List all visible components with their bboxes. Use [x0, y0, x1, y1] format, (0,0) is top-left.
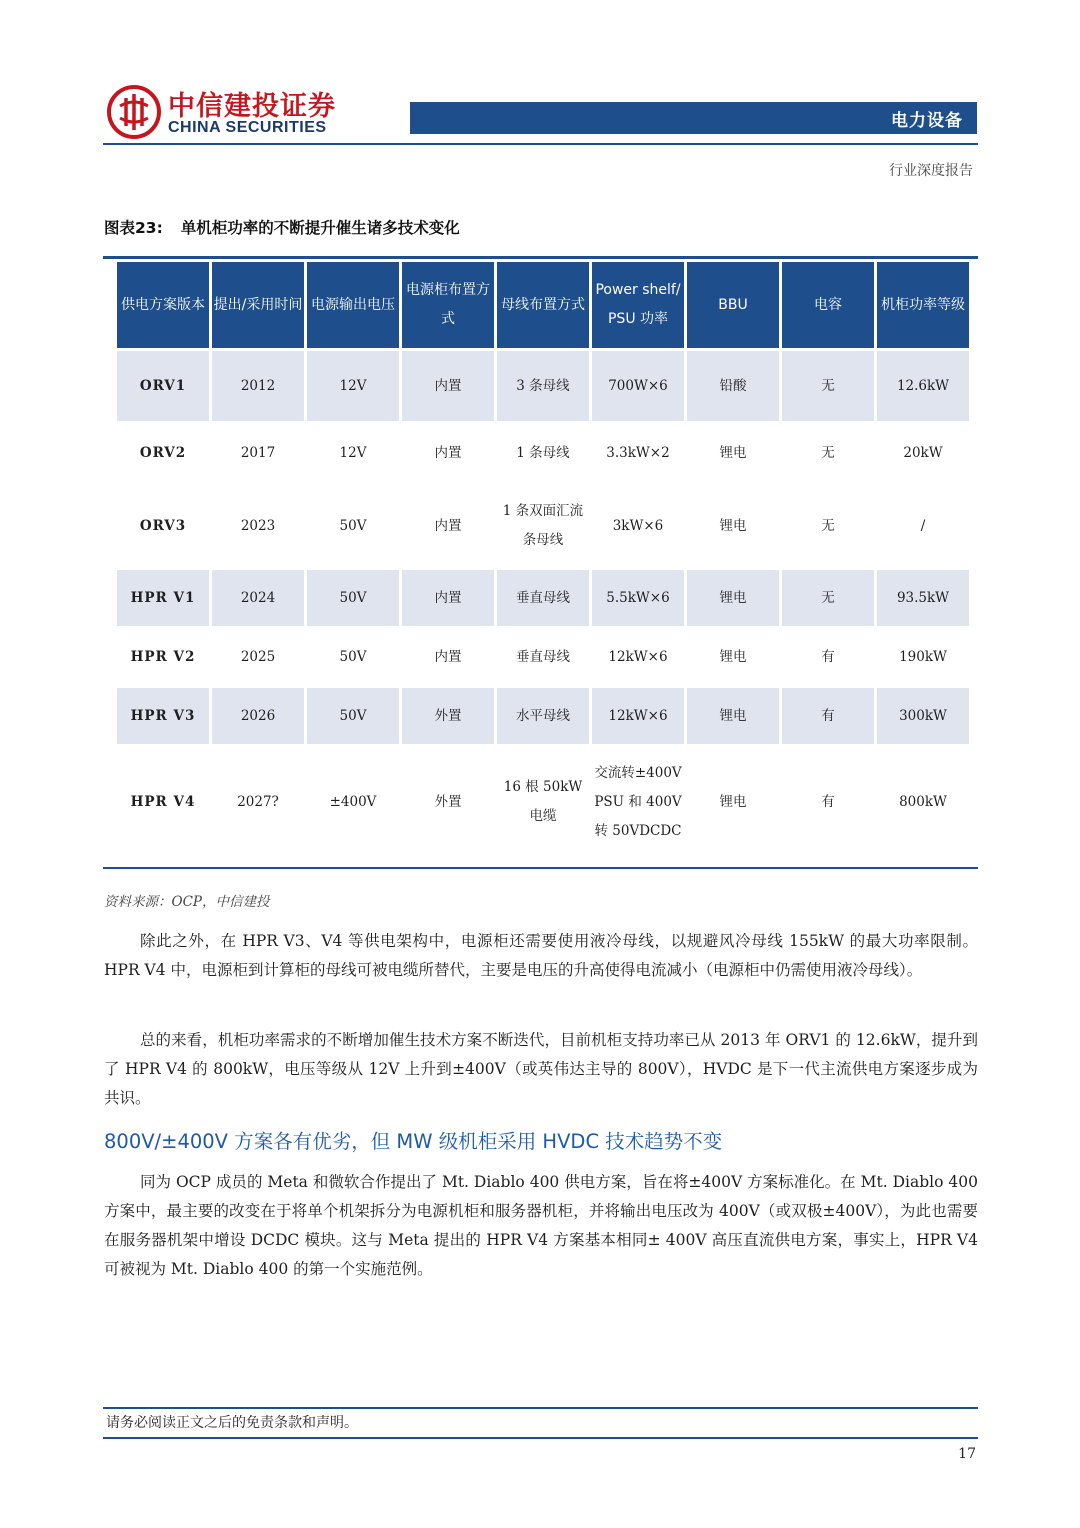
power-scheme-table [114, 259, 972, 860]
table-cell: 2025 [240, 648, 276, 665]
table-cell: 内置 [434, 517, 462, 534]
table-bottom-rule [103, 867, 978, 869]
table-cell: 800kW [899, 793, 947, 810]
table-row [117, 351, 969, 421]
table-cell: 锂电 [719, 444, 747, 461]
table-cell: 无 [782, 570, 874, 626]
col-header: 电源柜布置方式 [402, 262, 494, 348]
table-cell: 50V [339, 648, 367, 665]
table-cell: 2024 [212, 570, 304, 626]
table-cell: 锂电 [719, 648, 747, 665]
table-cell: 12V [339, 444, 367, 461]
table-row [117, 485, 969, 567]
table-cell: 2023 [240, 517, 276, 534]
figure-label: 图表23: [104, 219, 163, 237]
table-cell: / [920, 517, 926, 534]
table-cell: 铅酸 [687, 351, 779, 421]
col-header: BBU [687, 262, 779, 348]
table-cell: 锂电 [719, 793, 747, 810]
table-row [117, 688, 969, 744]
table-cell: 12.6kW [877, 351, 969, 421]
body-paragraph-2 [104, 1026, 978, 1113]
table-cell: 外置 [402, 688, 494, 744]
table-cell: 2026 [212, 688, 304, 744]
table-cell: 50V [307, 688, 399, 744]
company-name-en: CHINA SECURITIES [168, 119, 327, 136]
col-header: 电容 [782, 262, 874, 348]
page-number: 17 [958, 1446, 976, 1462]
table-cell: ORV3 [139, 517, 187, 534]
table-cell: 16 根 50kW 电缆 [503, 779, 583, 824]
figure-source: 资料来源：OCP，中信建投 [104, 894, 270, 910]
table-row [117, 424, 969, 482]
table-cell: 内置 [402, 351, 494, 421]
paragraph-text: 总的来看，机柜功率需求的不断增加催生技术方案不断迭代，目前机柜支持功率已从 2013 年 ORV1 的 12.6kW，提升到了 HPR V4 的 800kW，电压等级从 12V 上升到±400V（或英伟达主导的 800V），HVDC 是下一代主流供电方案逐步成为共识。 [104, 1031, 978, 1107]
table-cell: 93.5kW [877, 570, 969, 626]
table-cell: HPR V1 [117, 570, 209, 626]
section-heading: 800V/±400V 方案各有优劣，但 MW 级机柜采用 HVDC 技术趋势不变 [104, 1130, 723, 1153]
table-cell: 无 [821, 517, 835, 534]
table-cell: 有 [821, 648, 835, 665]
table-cell: 内置 [434, 444, 462, 461]
table-cell: 垂直母线 [497, 570, 589, 626]
company-logo-icon [106, 84, 162, 140]
table-cell: ORV1 [117, 351, 209, 421]
table-row [117, 570, 969, 626]
table-cell: 3.3kW×2 [606, 444, 670, 461]
table-cell: 1 条母线 [516, 444, 570, 461]
table-cell: ORV2 [139, 444, 187, 461]
industry-label: 电力设备 [891, 111, 963, 131]
paragraph-text: 除此之外，在 HPR V3、V4 等供电架构中，电源柜还需要使用液冷母线，以规避风冷母线 155kW 的最大功率限制。HPR V4 中，电源柜到计算柜的母线可被电缆所替代，主要是电压的升高使得电流减小（电源柜中仍需使用液冷母线）。 [104, 932, 978, 979]
table-cell: 无 [821, 444, 835, 461]
table-cell: ±400V [329, 793, 377, 810]
table-cell: 2017 [240, 444, 276, 461]
table-cell: 无 [782, 351, 874, 421]
footer-divider-top [103, 1407, 978, 1409]
disclaimer: 请务必阅读正文之后的免责条款和声明。 [106, 1415, 358, 1431]
table-row [117, 747, 969, 857]
table-header-row [117, 262, 969, 348]
company-name-cn: 中信建投证券 [168, 91, 336, 122]
table-cell: 水平母线 [497, 688, 589, 744]
table-cell: 垂直母线 [516, 648, 570, 665]
table-cell: 1 条双面汇流条母线 [502, 503, 584, 548]
table-cell: 5.5kW×6 [592, 570, 684, 626]
table-cell: 锂电 [687, 570, 779, 626]
table-cell: 12kW×6 [608, 648, 668, 665]
table-cell: 3 条母线 [497, 351, 589, 421]
col-header: 供电方案版本 [117, 262, 209, 348]
table-cell: 12kW×6 [592, 688, 684, 744]
table-cell: HPR V4 [130, 793, 196, 810]
body-paragraph-1 [104, 927, 978, 985]
header-divider [103, 143, 978, 145]
table-cell: 2027? [237, 793, 279, 810]
table-cell: HPR V2 [130, 648, 196, 665]
table-cell: 700W×6 [592, 351, 684, 421]
figure-caption [104, 216, 460, 238]
table-cell: 12V [307, 351, 399, 421]
table-cell: 300kW [877, 688, 969, 744]
table-cell: 内置 [434, 648, 462, 665]
col-header: 电源输出电压 [307, 262, 399, 348]
industry-banner [410, 102, 977, 134]
footer-divider-bottom [103, 1437, 978, 1439]
table-cell: 50V [307, 570, 399, 626]
body-paragraph-3 [104, 1168, 978, 1284]
paragraph-text: 同为 OCP 成员的 Meta 和微软合作提出了 Mt. Diablo 400 供电方案，旨在将±400V 方案标准化。在 Mt. Diablo 400 方案中，最主要的改变在于将单个机架拆分为电源机柜和服务器机柜，并将输出电压改为 400V（或双极±400V），为此也需要在服务器机架中增设 DCDC 模块。这与 Meta 提出的 HPR V4 方案基本相同± 400V 高压直流供电方案，事实上，HPR V4 可被视为 Mt. Diablo 400 的第一个实施范例。 [104, 1173, 978, 1278]
table-cell: 有 [821, 793, 835, 810]
table-cell: 2012 [212, 351, 304, 421]
table-cell: 190kW [899, 648, 947, 665]
table-cell: 3kW×6 [612, 517, 664, 534]
table-row [117, 629, 969, 685]
table-cell: 锂电 [687, 688, 779, 744]
col-header: 提出/采用时间 [212, 262, 304, 348]
table-cell: 20kW [903, 444, 943, 461]
col-header: 机柜功率等级 [877, 262, 969, 348]
col-header: Power shelf/ PSU 功率 [592, 262, 684, 348]
report-type: 行业深度报告 [889, 163, 973, 179]
table-cell: 有 [782, 688, 874, 744]
col-header: 母线布置方式 [497, 262, 589, 348]
table-cell: 外置 [434, 793, 462, 810]
table-cell: 锂电 [719, 517, 747, 534]
table-cell: 交流转±400V PSU 和 400V 转 50VDCDC [594, 764, 682, 839]
table-cell: HPR V3 [117, 688, 209, 744]
figure-title: 单机柜功率的不断提升催生诸多技术变化 [180, 219, 460, 237]
table-cell: 50V [339, 517, 367, 534]
table-cell: 内置 [402, 570, 494, 626]
